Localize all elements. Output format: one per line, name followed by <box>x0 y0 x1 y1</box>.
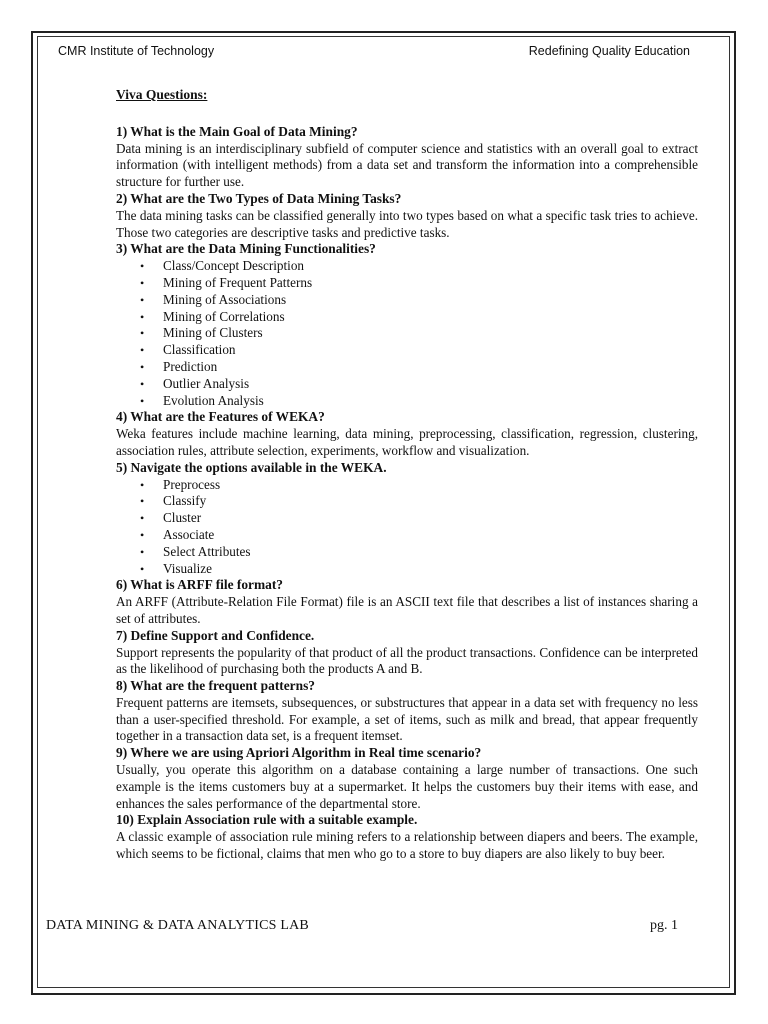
list-item: • Prediction <box>116 359 698 376</box>
question-3: 3) What are the Data Mining Functionalities? <box>116 241 376 257</box>
question-1: 1) What is the Main Goal of Data Mining? <box>116 123 358 139</box>
list-item: • Mining of Associations <box>116 292 698 309</box>
question-5: 5) Navigate the options available in the WEKA. <box>116 459 387 475</box>
answer-1: Data mining is an interdisciplinary subfield of computer science and statistics with an overall goal to extract information (with intelligent methods) from a data set and transform the information into a comprehensible structure for further use. <box>116 140 698 190</box>
list-item: • Mining of Clusters <box>116 325 698 342</box>
question-2: 2) What are the Two Types of Data Mining Tasks? <box>116 190 402 206</box>
question-8: 8) What are the frequent patterns? <box>116 678 315 694</box>
page-footer <box>46 918 678 936</box>
list-item: • Mining of Correlations <box>116 309 698 326</box>
list-item: • Visualize <box>116 561 698 578</box>
answer-6: An ARFF (Attribute-Relation File Format) file is an ASCII text file that describes a list of instances sharing a set of attributes. <box>116 594 698 626</box>
answer-2: The data mining tasks can be classified generally into two types based on what a specific task tries to achieve. Those two categories are descriptive tasks and predictive tasks. <box>116 207 698 240</box>
answer-9: Usually, you operate this algorithm on a database containing a large number of transactions. One such example is the items customers buy at a supermarket. It helps the customers buy their items with ease, and enhances the sales performance of the departmental store. <box>116 762 698 811</box>
footer-lab-title: DATA MINING & DATA ANALYTICS LAB <box>46 918 309 933</box>
list-item: • Evolution Analysis <box>116 393 698 410</box>
section-title: Viva Questions: <box>116 87 208 102</box>
question-9: 9) Where we are using Apriori Algorithm in Real time scenario? <box>116 745 482 761</box>
answer-8: Frequent patterns are itemsets, subsequences, or substructures that appear in a data set with frequency no less than a user-specified threshold. For example, a set of items, such as milk and bread, that appear frequently together in a transaction data set, is a frequent itemset. <box>116 694 698 744</box>
page-header <box>58 44 690 62</box>
header-tagline: Redefining Quality Education <box>528 44 690 58</box>
question-6: 6) What is ARFF file format? <box>116 577 283 593</box>
header-institute: CMR Institute of Technology <box>58 44 215 58</box>
list-item: • Outlier Analysis <box>116 376 698 393</box>
question-10: 10) Explain Association rule with a suitable example. <box>116 812 418 828</box>
weka-options-list <box>116 477 698 578</box>
list-item: • Preprocess <box>116 477 698 494</box>
functionalities-list <box>116 258 698 409</box>
answer-4: Weka features include machine learning, data mining, preprocessing, classification, regression, clustering, association rules, attribute selection, experiments, workflow and visualization. <box>116 426 698 458</box>
answer-10: A classic example of association rule mining refers to a relationship between diapers and beers. The example, which seems to be fictional, claims that men who go to a store to buy diapers are also likely to buy beer. <box>116 829 698 862</box>
document-body <box>116 87 698 863</box>
page-number: pg. 1 <box>650 918 678 933</box>
list-item: • Mining of Frequent Patterns <box>116 275 698 292</box>
list-item: • Cluster <box>116 510 698 527</box>
list-item: • Class/Concept Description <box>116 258 698 275</box>
list-item: • Classification <box>116 342 698 359</box>
answer-7: Support represents the popularity of that product of all the product transactions. Confidence can be interpreted as the likelihood of purchasing both the products A and B. <box>116 644 698 677</box>
list-item: • Classify <box>116 493 698 510</box>
list-item: • Select Attributes <box>116 544 698 561</box>
question-4: 4) What are the Features of WEKA? <box>116 409 325 425</box>
question-7: 7) Define Support and Confidence. <box>116 627 315 643</box>
list-item: • Associate <box>116 527 698 544</box>
